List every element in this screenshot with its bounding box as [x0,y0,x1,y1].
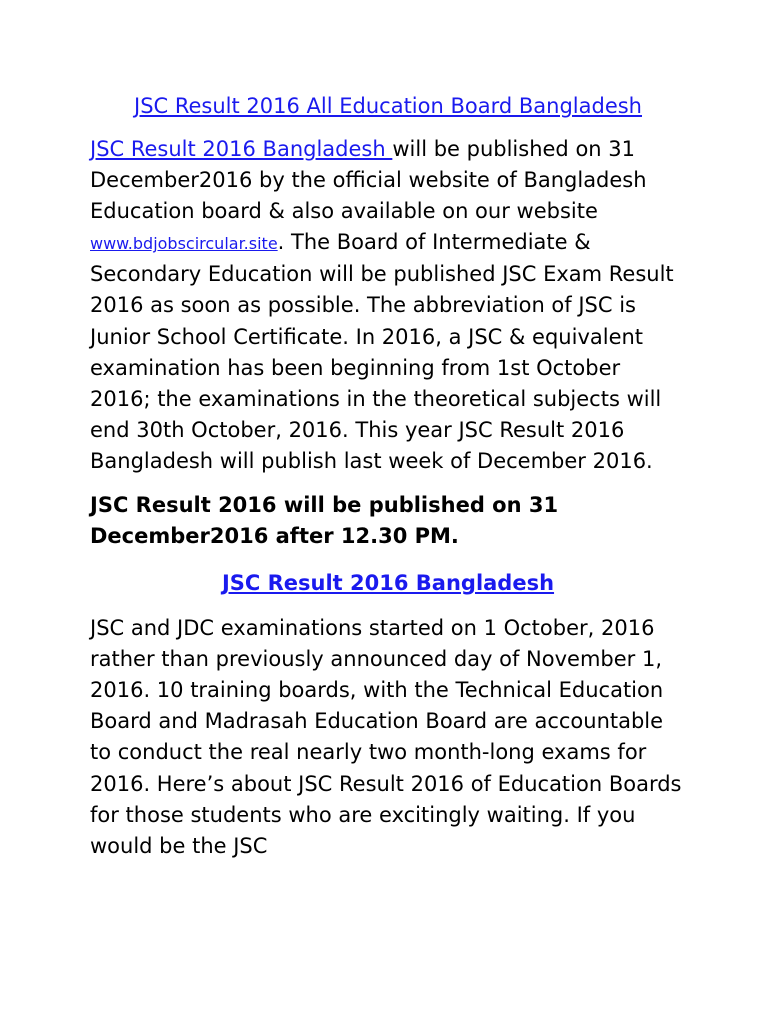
body-paragraph: JSC and JDC examinations started on 1 October, 2016 rather than previously announced day of November 1, 2016. 10 training boards, with the Technical Education Board and Madrasah Education Board are accountable to conduct the real nearly two month-long exams for 2016. Here’s about JSC Result 2016 of Education Boards for those students who are excitingly waiting. If you would be the JSC [90,616,682,858]
document-page [90,84,686,862]
website-link[interactable]: www.bdjobscircular.site [90,234,278,254]
title-link[interactable]: JSC Result 2016 All Education Board Bangladesh [134,94,642,118]
result-link[interactable]: JSC Result 2016 Bangladesh [90,137,393,161]
section-heading-link[interactable]: JSC Result 2016 Bangladesh [221,571,555,596]
section-heading[interactable] [90,563,686,603]
document-title[interactable] [90,84,686,128]
publish-note: JSC Result 2016 will be published on 31 December2016 after 12.30 PM. [90,493,559,549]
intro-text-b: . The Board of Intermediate & Secondary Education will be published JSC Exam Result 2016 as soon as possible. The abbreviation of JSC is Junior School Certificate. In 2016, a JSC & equivalent examination has been beginning from 1st October 2016; the examinations in the theoretical subjects will end 30th October, 2016. This year JSC Result 2016 Bangladesh will publish last week of December 2016. [90,230,674,473]
intro-paragraph [90,134,686,477]
intro-text-a: will be published on 31 December2016 by the official website of Bangladesh Education board & also available on our website [90,137,647,224]
